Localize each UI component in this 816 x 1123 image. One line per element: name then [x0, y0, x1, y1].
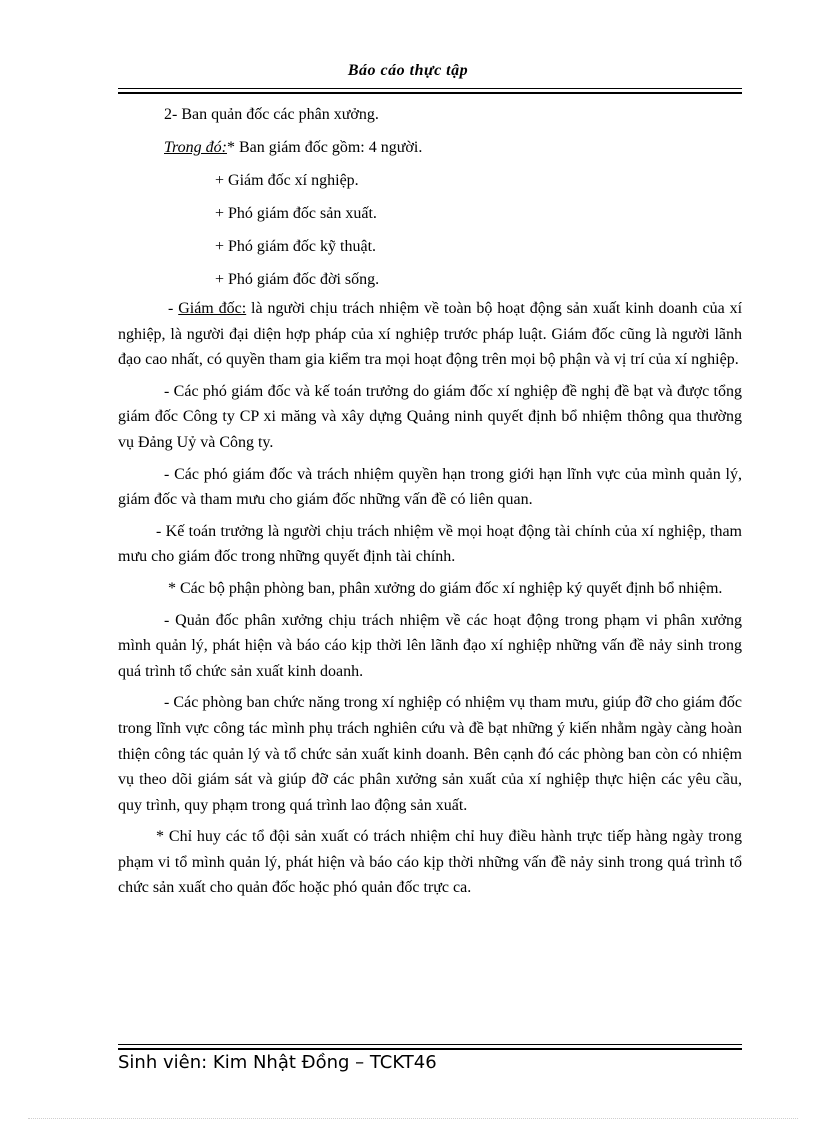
- list-item: + Phó giám đốc đời sống.: [215, 271, 380, 288]
- paragraph-functional-departments: - Các phòng ban chức năng trong xí nghiệp có nhiệm vụ tham mưu, giúp đỡ cho giám đốc trong lĩnh vực công tác mình phụ trách nghiên cứu và đề bạt những ý kiến nhằm ngày càng hoàn thiện công tác quản lý và tổ chức sản xuất kinh doanh. Bên cạnh đó các phòng ban còn có nhiệm vụ theo dõi giám sát và giúp đỡ các phân xưởng sản xuất của xí nghiệp thực hiện các yêu cầu, quy trình, quy phạm trong quá trình lao động sản xuất.: [118, 694, 742, 814]
- page-header-title: Báo cáo thực tập: [347, 62, 469, 79]
- section-heading: 2- Ban quản đốc các phân xưởng.: [164, 106, 379, 123]
- list-item: + Giám đốc xí nghiệp.: [215, 172, 359, 189]
- footer-student: Sinh viên: Kim Nhật Đồng – TCKT46: [118, 1052, 437, 1073]
- list-item: + Phó giám đốc sản xuất.: [215, 205, 377, 222]
- paragraph-departments: * Các bộ phận phòng ban, phân xưởng do giám đốc xí nghiệp ký quyết định bổ nhiệm.: [168, 579, 723, 597]
- board-summary-line: [118, 131, 742, 164]
- in-which-label: Trong đó:: [164, 139, 227, 156]
- paragraph-deputies-duties: - Các phó giám đốc và trách nhiệm quyền hạn trong giới hạn lĩnh vực của mình quản lý, giám đốc và tham mưu cho giám đốc những vấn đề có liên quan.: [118, 465, 742, 509]
- paragraph-deputies-appointment: - Các phó giám đốc và kế toán trưởng do giám đốc xí nghiệp đề nghị đề bạt và được tổng giám đốc Công ty CP xi măng và xây dựng Quảng ninh quyết định bổ nhiệm thông qua thường vụ Đảng Uỷ và Công ty.: [118, 382, 742, 451]
- director-text: là người chịu trách nhiệm về toàn bộ hoạt động sản xuất kinh doanh của xí nghiệp, là người đại diện hợp pháp của xí nghiệp trước pháp luật. Giám đốc cũng là người lãnh đạo cao nhất, có quyền tham gia kiểm tra mọi hoạt động trên mọi bộ phận và vị trí của xí nghiệp.: [118, 300, 743, 369]
- list-item: + Phó giám đốc kỹ thuật.: [215, 238, 377, 255]
- paragraph-team-leaders: * Chỉ huy các tổ đội sản xuất có trách nhiệm chỉ huy điều hành trực tiếp hàng ngày trong phạm vi tổ mình quản lý, phát hiện và báo cáo kịp thời những vấn đề nảy sinh trong quá trình tổ chức sản xuất cho quản đốc hoặc phó quản đốc trực ca.: [118, 828, 742, 897]
- footer-divider: [118, 1044, 742, 1050]
- header-divider: [118, 88, 742, 94]
- paragraph-chief-accountant: - Kế toán trưởng là người chịu trách nhiệm về mọi hoạt động tài chính của xí nghiệp, tham mưu cho giám đốc trong những quyết định tài chính.: [118, 522, 742, 566]
- document-body: [118, 98, 742, 901]
- director-label: Giám đốc:: [178, 300, 247, 317]
- paragraph-workshop-managers: - Quản đốc phân xưởng chịu trách nhiệm về các hoạt động trong phạm vi phân xưởng mình quản lý, phát hiện và báo cáo kịp thời lên lãnh đạo xí nghiệp những vấn đề nảy sinh trong quá trình tổ chức sản xuất kinh doanh.: [118, 611, 742, 680]
- board-summary-text: * Ban giám đốc gồm: 4 người.: [226, 139, 423, 156]
- dash-mark: -: [168, 300, 179, 317]
- page-bottom-edge: [28, 1118, 798, 1119]
- paragraph-director: [118, 296, 742, 373]
